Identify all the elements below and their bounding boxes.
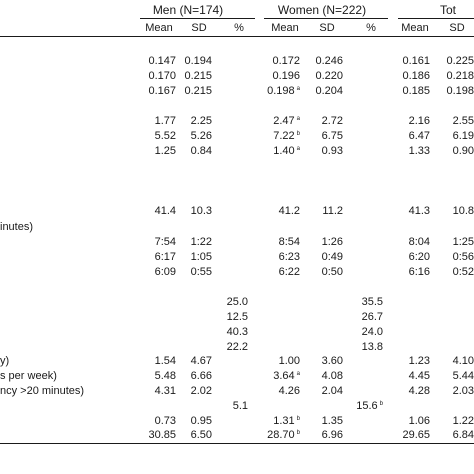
footnote-marker: a	[296, 86, 300, 92]
table-cell	[434, 236, 474, 248]
table-cell	[172, 205, 212, 217]
cell-value: 0.185	[402, 85, 430, 97]
table-cell	[132, 385, 176, 397]
cell-value: 2.16	[408, 115, 430, 127]
table-cell	[303, 355, 343, 367]
table-cell	[172, 55, 212, 67]
cell-value: 6.66	[190, 370, 212, 382]
table-cell	[172, 266, 212, 278]
table-cell	[252, 85, 300, 99]
cell-value: 5.44	[452, 370, 474, 382]
table-cell	[434, 145, 474, 157]
table-cell	[132, 205, 176, 217]
cell-value: 6:23	[278, 251, 300, 263]
table-cell	[252, 236, 300, 248]
row-label: inutes)	[0, 221, 34, 233]
table-cell	[132, 115, 176, 127]
table-cell	[434, 130, 474, 142]
cell-value: 3.64	[273, 370, 295, 382]
cell-value: 1:25	[452, 236, 474, 248]
table-cell	[343, 400, 383, 414]
table-cell	[214, 296, 248, 308]
table-cell	[386, 385, 430, 397]
table-cell	[252, 429, 300, 443]
table-cell	[303, 429, 343, 441]
cell-value: 0.186	[402, 70, 430, 82]
table-cell	[386, 370, 430, 382]
table-cell	[172, 145, 212, 157]
table-cell	[434, 251, 474, 263]
cell-value: 6.84	[452, 429, 474, 441]
table-cell	[303, 266, 343, 278]
header-bottom-rule	[0, 36, 474, 37]
cell-value: 25.0	[226, 296, 248, 308]
cell-value: 7.22	[273, 130, 295, 142]
col-header-total-mean: Mean	[401, 22, 429, 34]
table-cell	[252, 251, 300, 263]
cell-value: 1:22	[190, 236, 212, 248]
table-cell	[303, 251, 343, 263]
table-cell	[132, 355, 176, 367]
table-cell	[252, 130, 300, 144]
cell-value: 0.225	[446, 55, 474, 67]
cell-value: 1.06	[408, 415, 430, 427]
cell-value: 22.2	[226, 341, 248, 353]
group-rule-men	[140, 18, 255, 19]
table-cell	[132, 236, 176, 248]
table-cell	[172, 370, 212, 382]
table-cell	[172, 236, 212, 248]
cell-value: 1.00	[278, 355, 300, 367]
cell-value: 0.84	[190, 145, 212, 157]
cell-value: 4.26	[278, 385, 300, 397]
cell-value: 6:20	[408, 251, 430, 263]
table-cell	[172, 385, 212, 397]
cell-value: 1:05	[190, 251, 212, 263]
table-cell	[252, 70, 300, 82]
footnote-marker: b	[296, 131, 300, 137]
table-cell	[132, 370, 176, 382]
table-cell	[434, 55, 474, 67]
cell-value: 0.147	[148, 55, 176, 67]
table-cell	[172, 429, 212, 441]
table-cell	[434, 85, 474, 97]
table-cell	[386, 415, 430, 427]
table-cell	[386, 145, 430, 157]
cell-value: 2.02	[190, 385, 212, 397]
table-cell	[386, 266, 430, 278]
table-cell	[252, 115, 300, 129]
cell-value: 0.196	[272, 70, 300, 82]
table-cell	[386, 251, 430, 263]
cell-value: 0.95	[190, 415, 212, 427]
cell-value: 41.3	[408, 205, 430, 217]
cell-value: 35.5	[361, 296, 383, 308]
cell-value: 1.35	[321, 415, 343, 427]
cell-value: 1.31	[273, 415, 295, 427]
col-header-women-pct: %	[366, 22, 376, 34]
cell-value: 29.65	[402, 429, 430, 441]
cell-value: 0.204	[315, 85, 343, 97]
table-cell	[386, 85, 430, 97]
cell-value: 0.198	[267, 85, 295, 97]
cell-value: 5.48	[154, 370, 176, 382]
cell-value: 26.7	[361, 311, 383, 323]
group-header-total: Tot	[440, 3, 457, 17]
cell-value: 4.45	[408, 370, 430, 382]
table-cell	[132, 85, 176, 97]
cell-value: 15.6	[356, 400, 378, 412]
table-cell	[303, 370, 343, 382]
cell-value: 1.33	[408, 145, 430, 157]
cell-value: 5.26	[190, 130, 212, 142]
row-label: s per week)	[0, 370, 57, 382]
col-header-men-sd: SD	[191, 22, 207, 34]
cell-value: 0.246	[315, 55, 343, 67]
cell-value: 6.47	[408, 130, 430, 142]
cell-value: 0.90	[452, 145, 474, 157]
cell-value: 0.167	[148, 85, 176, 97]
table-cell	[252, 415, 300, 429]
table-cell	[252, 205, 300, 217]
cell-value: 0.198	[446, 85, 474, 97]
table-cell	[386, 429, 430, 441]
table-cell	[252, 55, 300, 67]
table-cell	[303, 115, 343, 127]
cell-value: 2.55	[452, 115, 474, 127]
cell-value: 0.73	[154, 415, 176, 427]
cell-value: 6.50	[190, 429, 212, 441]
table-cell	[386, 55, 430, 67]
table-cell	[252, 266, 300, 278]
col-header-women-mean: Mean	[271, 22, 299, 34]
table-cell	[132, 266, 176, 278]
cell-value: 10.3	[190, 205, 212, 217]
cell-value: 6.75	[321, 130, 343, 142]
table-cell	[434, 115, 474, 127]
cell-value: 0.172	[272, 55, 300, 67]
col-header-total-sd: SD	[449, 22, 465, 34]
table-cell	[132, 130, 176, 142]
cell-value: 10.8	[452, 205, 474, 217]
table-cell	[343, 341, 383, 353]
cell-value: 0:56	[452, 251, 474, 263]
table-cell	[434, 385, 474, 397]
table-cell	[172, 70, 212, 82]
table-cell	[434, 370, 474, 382]
table-cell	[132, 251, 176, 263]
cell-value: 13.8	[361, 341, 383, 353]
table-bottom-rule	[0, 443, 474, 444]
cell-value: 0.161	[402, 55, 430, 67]
table-cell	[252, 385, 300, 397]
table-cell	[434, 355, 474, 367]
col-header-women-sd: SD	[319, 22, 335, 34]
footnote-marker: a	[296, 146, 300, 152]
footnote-marker: a	[296, 116, 300, 122]
cell-value: 2.25	[190, 115, 212, 127]
cell-value: 6.96	[321, 429, 343, 441]
table-cell	[434, 70, 474, 82]
cell-value: 2.47	[273, 115, 295, 127]
footnote-marker: b	[296, 416, 300, 422]
cell-value: 6:17	[154, 251, 176, 263]
cell-value: 2.72	[321, 115, 343, 127]
cell-value: 8:54	[278, 236, 300, 248]
table-cell	[343, 311, 383, 323]
table-cell	[172, 355, 212, 367]
table-cell	[172, 251, 212, 263]
footnote-marker: b	[296, 430, 300, 436]
cell-value: 4.31	[154, 385, 176, 397]
table-cell	[303, 70, 343, 82]
cell-value: 2.04	[321, 385, 343, 397]
cell-value: 6.19	[452, 130, 474, 142]
cell-value: 5.52	[154, 130, 176, 142]
cell-value: 7:54	[154, 236, 176, 248]
table-cell	[343, 296, 383, 308]
cell-value: 8:04	[408, 236, 430, 248]
table-cell	[386, 115, 430, 127]
row-label: y)	[0, 355, 10, 367]
table-cell	[303, 55, 343, 67]
cell-value: 0.218	[446, 70, 474, 82]
cell-value: 6:22	[278, 266, 300, 278]
footnote-marker: b	[379, 401, 383, 407]
cell-value: 30.85	[148, 429, 176, 441]
table-cell	[132, 429, 176, 441]
cell-value: 41.2	[278, 205, 300, 217]
cell-value: 0:55	[190, 266, 212, 278]
table-cell	[303, 236, 343, 248]
footnote-marker: a	[296, 371, 300, 377]
table-cell	[132, 70, 176, 82]
cell-value: 41.4	[154, 205, 176, 217]
table-cell	[132, 415, 176, 427]
table-cell	[172, 115, 212, 127]
cell-value: 1.40	[273, 145, 295, 157]
cell-value: 0.170	[148, 70, 176, 82]
cell-value: 1.54	[154, 355, 176, 367]
cell-value: 0:50	[321, 266, 343, 278]
table-cell	[214, 311, 248, 323]
cell-value: 0.215	[184, 70, 212, 82]
table-cell	[252, 355, 300, 367]
group-rule-women	[264, 18, 388, 19]
cell-value: 4.67	[190, 355, 212, 367]
table-cell	[386, 355, 430, 367]
table-cell	[172, 130, 212, 142]
table-cell	[386, 205, 430, 217]
cell-value: 0.194	[184, 55, 212, 67]
cell-value: 5.1	[232, 400, 248, 412]
table-cell	[132, 55, 176, 67]
table-cell	[386, 70, 430, 82]
cell-value: 11.2	[322, 205, 343, 217]
table-cell	[172, 85, 212, 97]
group-rule-total	[398, 18, 474, 19]
cell-value: 0.215	[184, 85, 212, 97]
cell-value: 6:16	[408, 266, 430, 278]
table-cell	[434, 415, 474, 427]
cell-value: 1:26	[321, 236, 343, 248]
table-cell	[252, 370, 300, 384]
cell-value: 0:52	[452, 266, 474, 278]
cell-value: 6:09	[154, 266, 176, 278]
cell-value: 0.220	[315, 70, 343, 82]
table-cell	[303, 415, 343, 427]
table-cell	[303, 145, 343, 157]
cell-value: 4.28	[408, 385, 430, 397]
table-cell	[303, 130, 343, 142]
cell-value: 40.3	[226, 326, 248, 338]
table-cell	[386, 130, 430, 142]
cell-value: 2.03	[452, 385, 474, 397]
col-header-men-mean: Mean	[145, 22, 173, 34]
table-cell	[343, 326, 383, 338]
table-cell	[303, 205, 343, 217]
table-cell	[386, 236, 430, 248]
cell-value: 4.10	[452, 355, 474, 367]
group-header-men: Men (N=174)	[152, 3, 224, 17]
table-cell	[132, 145, 176, 157]
cell-value: 1.22	[452, 415, 474, 427]
table-cell	[252, 145, 300, 159]
cell-value: 3.60	[321, 355, 343, 367]
cell-value: 1.23	[408, 355, 430, 367]
row-label: ncy >20 minutes)	[0, 385, 85, 397]
table-cell	[214, 341, 248, 353]
cell-value: 1.77	[154, 115, 176, 127]
cell-value: 12.5	[226, 311, 248, 323]
cell-value: 0.93	[321, 145, 343, 157]
table-cell	[434, 429, 474, 441]
table-cell	[214, 400, 248, 412]
cell-value: 0:49	[321, 251, 343, 263]
table-cell	[434, 266, 474, 278]
cell-value: 28.70	[267, 429, 295, 441]
table-cell	[214, 326, 248, 338]
table-cell	[434, 205, 474, 217]
group-header-women: Women (N=222)	[277, 3, 367, 17]
col-header-men-pct: %	[234, 22, 244, 34]
cell-value: 24.0	[361, 326, 383, 338]
table-cell	[172, 415, 212, 427]
cell-value: 4.08	[321, 370, 343, 382]
table-cell	[303, 385, 343, 397]
cell-value: 1.25	[154, 145, 176, 157]
table-cell	[303, 85, 343, 97]
